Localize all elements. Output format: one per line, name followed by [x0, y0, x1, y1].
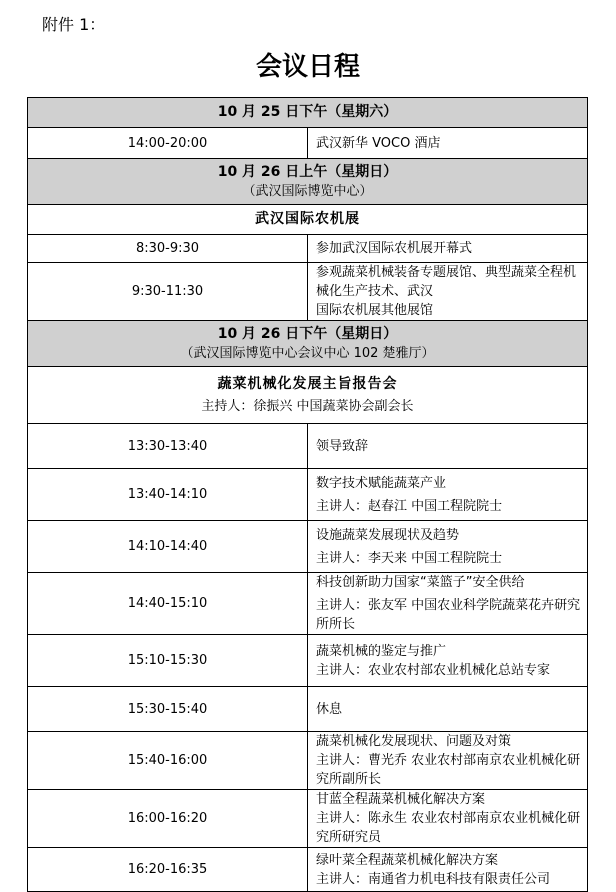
schedule-table	[27, 97, 588, 892]
day-header	[28, 159, 588, 205]
content-cell	[308, 263, 588, 321]
item-title: 设施蔬菜发展现状及趋势	[316, 527, 460, 543]
item-title: 数字技术赋能蔬菜产业	[316, 475, 447, 491]
content-cell	[308, 521, 588, 573]
item-title: 领导致辞	[316, 438, 369, 454]
table-row	[28, 687, 588, 732]
section-header	[28, 367, 588, 424]
item-speaker: 主讲人：农业农村部农业机械化总站专家	[316, 662, 551, 678]
table-row	[28, 732, 588, 790]
time-cell: 14:00-20:00	[28, 128, 308, 159]
item-title: 甘蓝全程蔬菜机械化解决方案	[316, 792, 486, 807]
day-header-venue: （武汉国际博览中心会议中心 102 楚雅厅）	[180, 345, 435, 361]
content-cell	[308, 848, 588, 892]
item-speaker: 主讲人：陈永生 农业农村部南京农业机械化研究所研究员	[316, 811, 581, 845]
section-host: 主持人：徐振兴 中国蔬菜协会副会长	[201, 398, 414, 414]
table-row	[28, 263, 588, 321]
day-header	[28, 321, 588, 367]
content-cell	[308, 790, 588, 848]
item-title: 蔬菜机械的鉴定与推广	[316, 643, 447, 659]
section-header	[28, 205, 588, 235]
time-cell: 16:00-16:20	[28, 790, 308, 848]
time-cell: 9:30-11:30	[28, 263, 308, 321]
table-row	[28, 469, 588, 521]
day-header-row	[28, 98, 588, 128]
day-header-title: 10 月 25 日下午（星期六）	[217, 104, 398, 120]
day-header-row	[28, 321, 588, 367]
day-header-row	[28, 159, 588, 205]
section-title: 武汉国际农机展	[255, 211, 360, 227]
item-title: 休息	[316, 701, 343, 717]
time-cell: 15:30-15:40	[28, 687, 308, 732]
item-title: 科技创新助力国家“菜篮子”安全供给	[316, 575, 525, 590]
section-row	[28, 205, 588, 235]
time-cell: 14:10-14:40	[28, 521, 308, 573]
table-row	[28, 848, 588, 892]
time-cell: 16:20-16:35	[28, 848, 308, 892]
table-row	[28, 235, 588, 263]
content-cell	[308, 687, 588, 732]
item-title: 绿叶菜全程蔬菜机械化解决方案	[316, 852, 499, 868]
item-speaker: 主讲人：李天来 中国工程院院士	[316, 550, 503, 566]
item-title: 蔬菜机械化发展现状、问题及对策	[316, 734, 512, 749]
attachment-label: 附件 1：	[42, 15, 106, 34]
table-row	[28, 635, 588, 687]
table-row	[28, 573, 588, 635]
item-title: 参观蔬菜机械装备专题展馆、典型蔬菜全程机械化生产技术、武汉	[316, 265, 577, 299]
item-title: 参加武汉国际农机展开幕式	[316, 241, 473, 256]
time-cell: 15:10-15:30	[28, 635, 308, 687]
content-cell	[308, 635, 588, 687]
content-cell	[308, 128, 588, 159]
time-cell: 8:30-9:30	[28, 235, 308, 263]
day-header	[28, 98, 588, 128]
day-header-title: 10 月 26 日上午（星期日）	[217, 163, 398, 180]
item-speaker: 主讲人：赵春江 中国工程院院士	[316, 498, 503, 514]
page-title: 会议日程	[255, 52, 360, 82]
table-row	[28, 521, 588, 573]
time-cell: 14:40-15:10	[28, 573, 308, 635]
content-cell	[308, 732, 588, 790]
section-row	[28, 367, 588, 424]
table-row	[28, 790, 588, 848]
item-speaker: 主讲人：曹光乔 农业农村部南京农业机械化研究所副所长	[316, 753, 581, 787]
content-cell	[308, 573, 588, 635]
time-cell: 13:40-14:10	[28, 469, 308, 521]
content-cell	[308, 424, 588, 469]
section-title: 蔬菜机械化发展主旨报告会	[217, 375, 398, 392]
item-speaker: 主讲人：张友军 中国农业科学院蔬菜花卉研究所所长	[316, 598, 581, 632]
item-title: 武汉新华 VOCO 酒店	[316, 135, 441, 151]
content-cell	[308, 235, 588, 263]
item-speaker: 主讲人：南通省力机电科技有限责任公司	[316, 871, 551, 887]
time-cell: 13:30-13:40	[28, 424, 308, 469]
table-row	[28, 128, 588, 159]
item-title-continued: 国际农机展其他展馆	[316, 303, 434, 318]
day-header-venue: （武汉国际博览中心）	[242, 183, 373, 199]
content-cell	[308, 469, 588, 521]
day-header-title: 10 月 26 日下午（星期日）	[217, 325, 398, 342]
time-cell: 15:40-16:00	[28, 732, 308, 790]
table-row	[28, 424, 588, 469]
